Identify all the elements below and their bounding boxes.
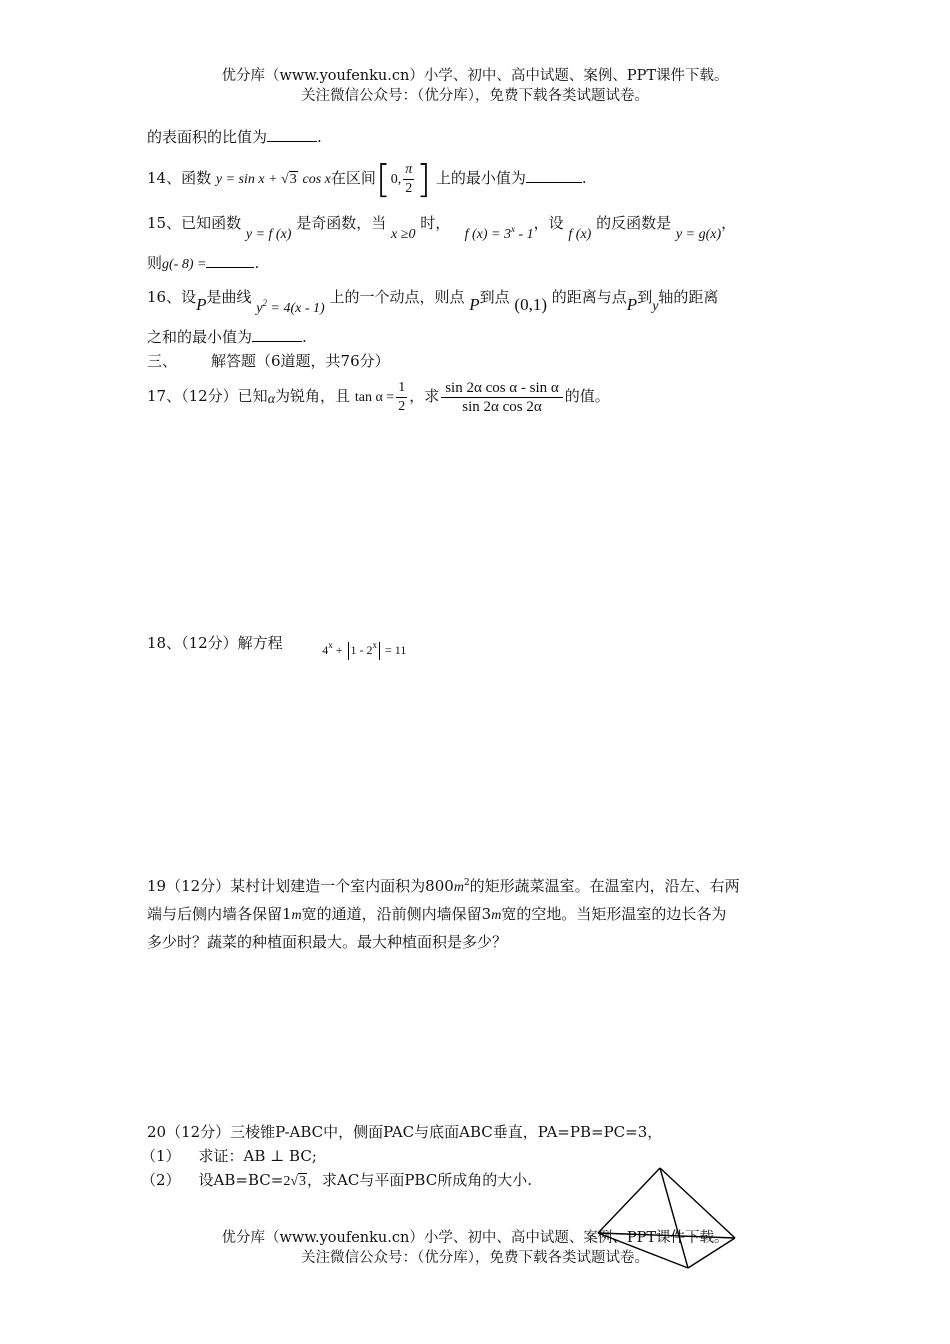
q16-y: y (652, 299, 659, 314)
q18-eq-d: = 11 (382, 643, 407, 657)
right-bracket: ] (416, 157, 432, 201)
q18-eq-b: + (332, 643, 346, 657)
q19-m: m (291, 908, 302, 923)
q13-end: . (317, 128, 322, 146)
q18-label: 18、（12分）解方程 (147, 634, 283, 652)
q16-p2: P (469, 295, 480, 314)
q20-sqrt: 3 (299, 1174, 307, 1189)
q15-y-eq-fx: y = f (x) (245, 227, 292, 242)
question-14: 14、函数 y = sin x + √3 cos x在区间[0, $\frac{\pi}{2}$ ] 上的最小值为 . (147, 157, 587, 201)
q15-t4: 的反函数是 (596, 214, 672, 232)
q14-pi: π (403, 161, 414, 180)
q15-fx: f (x) (568, 227, 592, 242)
q16-p3: P (626, 295, 638, 314)
question-19 (147, 870, 817, 955)
q16-end: . (302, 328, 307, 346)
question-20: 20（12分）三棱锥P-ABC中，侧面PAC与底面ABC垂直，PA=PB=PC=3， （1） 求证：AB ⊥ BC; （2） 设AB=BC=2√3，求AC与平面PBC所成角的大小. (147, 1120, 817, 1194)
q15-comma: ， (721, 214, 737, 232)
q18-eq-x2: x (372, 640, 378, 650)
q16-t5: 到 (637, 288, 653, 306)
q14-interval-left: 0, (390, 172, 402, 187)
q17-tan: tan α = (354, 390, 395, 405)
q18-eq-c: 1 - 2 (350, 643, 373, 657)
answer-blank (267, 127, 317, 142)
q17-t1: 为锐角，且 (275, 387, 351, 405)
q19-l1b: 的矩形蔬菜温室。在温室内，沿左、右两 (469, 877, 740, 895)
q15-t2: 时， (420, 214, 451, 232)
q16-t1: 是曲线 (206, 288, 252, 306)
q15-gx: y = g(x) (675, 227, 722, 242)
question-15-line-2 (147, 252, 259, 276)
q14-mid: 在区间 (330, 169, 376, 187)
q13-text: 的表面积的比值为 (147, 128, 268, 146)
q16-t4: 的距离与点 (551, 288, 627, 306)
q14-tail: 上的最小值为 (435, 169, 526, 187)
q20-p1-num: （1） (141, 1147, 181, 1165)
q16-curve-rhs: = 4(x - 1) (267, 301, 325, 316)
q15-line2-pre: 则 (147, 254, 163, 272)
q19-l2b: 宽的通道，沿前侧内墙保留3 (301, 905, 492, 923)
answer-blank (526, 168, 582, 183)
q16-t3: 到点 (479, 288, 510, 306)
q17-numerator: sin 2α cos α - sin α (441, 379, 563, 398)
question-18 (147, 624, 406, 659)
q15-cond: x ≥0 (391, 227, 416, 242)
q16-label: 16、设 (147, 288, 197, 306)
q20-l1: 20（12分）三棱锥P-ABC中，侧面PAC与底面ABC垂直，PA=PB=PC=3， (147, 1123, 663, 1141)
question-16-line-2 (147, 326, 307, 348)
q17-label: 17、（12分）已知 (147, 387, 268, 405)
q19-m2: m (453, 880, 464, 895)
q20-p2b: ，求AC与平面PBC所成角的大小. (307, 1171, 532, 1189)
footer-line-1: 优分库（www.youfenku.cn）小学、初中、高中试题、案例、PPT课件下载。 (221, 1230, 729, 1246)
q14-two: 2 (405, 180, 413, 196)
q20-p1: 求证：AB ⊥ BC; (198, 1147, 317, 1165)
q19-l1a: 19（12分）某村计划建造一个室内面积为800 (147, 877, 454, 895)
page-header (0, 66, 950, 106)
q19-m-b: m (491, 908, 502, 923)
q17-den1: 2 (398, 398, 406, 414)
answer-blank (206, 253, 254, 268)
answer-blank (252, 327, 302, 342)
section-heading (147, 350, 390, 372)
q18-eq-x: x (328, 640, 333, 650)
q15-fx-def: f (x) = 3 (464, 227, 511, 242)
q19-m2-exp: 2 (463, 878, 470, 888)
q19-l3: 多少时？蔬菜的种植面积最大。最大种植面积是多少？ (147, 933, 508, 951)
q16-t2: 上的一个动点，则点 (329, 288, 465, 306)
q14-func: y = sin x + (215, 172, 282, 187)
q18-eq-a: 4 (322, 643, 329, 657)
q16-point: (0,1) (514, 295, 547, 314)
q14-frac (403, 161, 414, 198)
q16-p: P (196, 295, 207, 314)
header-line-1: 优分库（www.youfenku.cn）小学、初中、高中试题、案例、PPT课件下载。 (221, 68, 729, 84)
left-bracket: [ (375, 157, 391, 201)
q15-label: 15、已知函数 (147, 214, 242, 232)
q17-t3: 的值。 (564, 387, 610, 405)
q17-half (396, 379, 407, 416)
q18-equation (322, 640, 407, 657)
q16-line2: 之和的最小值为 (147, 328, 253, 346)
q20-p2a: 设AB=BC= (198, 1171, 284, 1189)
q19-l2c: 宽的空地。当矩形温室的边长各为 (501, 905, 727, 923)
question-15 (147, 202, 736, 242)
q13-tail (147, 126, 322, 148)
q14-label: 14、函数 (147, 169, 212, 187)
q20-p2-num: （2） (141, 1171, 181, 1189)
q16-curve: y (256, 301, 263, 316)
question-16 (147, 276, 718, 316)
q17-t2: ，求 (409, 387, 440, 405)
q16-t6: 轴的距离 (658, 288, 719, 306)
q16-curve-exp: 2 (262, 298, 267, 308)
q17-num1: 1 (396, 379, 407, 398)
q15-end: . (254, 254, 260, 272)
q17-denominator: sin 2α cos 2α (462, 398, 542, 415)
q15-t3: ，设 (533, 214, 564, 232)
q19-l2a: 端与后侧内墙各保留1 (147, 905, 292, 923)
q17-fraction (441, 379, 563, 416)
header-line-2: 关注微信公众号：（优分库），免费下载各类试题试卷。 (301, 88, 649, 104)
q14-sqrt: 3 (289, 172, 297, 187)
footer-line-2: 关注微信公众号：（优分库），免费下载各类试题试卷。 (301, 1250, 649, 1266)
question-17 (147, 376, 610, 418)
q17-alpha: α (267, 392, 276, 407)
q15-minus1: - 1 (514, 227, 534, 242)
q14-func2: cos x (302, 172, 331, 187)
q14-end: . (581, 169, 587, 187)
q15-g-val: g(- 8) = (162, 257, 207, 272)
q20-coef: 2 (283, 1174, 291, 1189)
section-number: 三、 (147, 352, 178, 370)
section-title: 解答题（6道题，共76分） (211, 352, 390, 370)
q15-exp: x (510, 224, 515, 234)
q15-t1: 是奇函数，当 (296, 214, 387, 232)
page-footer (0, 1228, 950, 1268)
